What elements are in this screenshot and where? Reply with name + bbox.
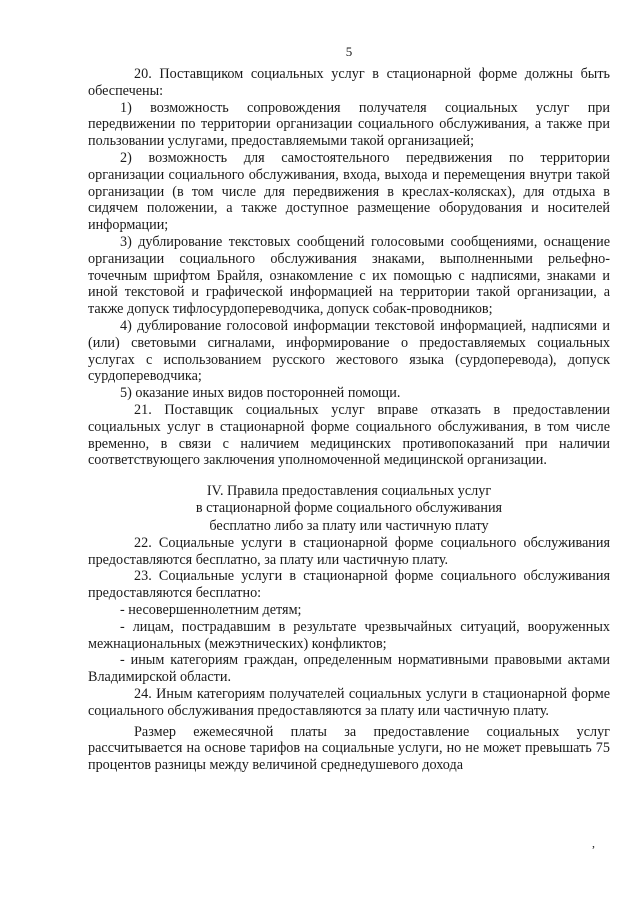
paragraph-22: 22. Социальные услуги в стационарной форме социального обслуживания предоставляются бесплатно, за плату или частичную плату. xyxy=(88,534,610,568)
list-item-20-4: 4) дублирование голосовой информации текстовой информацией, надписями и (или) световыми сигналами, информирование о предоставляемых социальных услугах с использованием русского жестового языка (сурдоперевода), допуск сурдопереводчика; xyxy=(88,317,610,385)
stray-mark: , xyxy=(592,836,595,850)
section-heading-line-1: IV. Правила предоставления социальных услуг xyxy=(206,483,492,500)
list-item-20-2: 2) возможность для самостоятельного передвижения по территории организации социального обслуживания, входа, выхода и перемещения внутри такой организации (в том числе для передвижения в креслах-колясках), для отдыха в сидячем положении, а также доступное размещение оборудования и носителей информации; xyxy=(88,149,610,234)
list-item-20-5: 5) оказание иных видов посторонней помощи. xyxy=(120,385,401,402)
paragraph-payment-size: Размер ежемесячной платы за предоставление социальных услуг рассчитывается на основе тарифов на социальные услуги, но не может превышать 75 процентов разницы между величиной среднедушевого дохода xyxy=(88,723,610,774)
list-item-23-2: - лицам, пострадавшим в результате чрезвычайных ситуаций, вооруженных межнациональных (межэтнических) конфликтов; xyxy=(88,618,610,652)
list-item-23-3: - иным категориям граждан, определенным нормативными правовыми актами Владимирской области. xyxy=(88,652,610,686)
list-item-23-1: - несовершеннолетним детям; xyxy=(120,601,302,618)
section-heading xyxy=(88,483,610,535)
page-number: 5 xyxy=(345,44,353,59)
paragraph-24: 24. Иным категориям получателей социальных услуги в стационарной форме социального обслуживания предоставляются за плату или частичную плату. xyxy=(88,685,610,719)
section-heading-line-3: бесплатно либо за плату или частичную плату xyxy=(209,517,489,534)
paragraph-21: 21. Поставщик социальных услуг вправе отказать в предоставлении социальных услуг в стационарной форме социального обслуживания, в том числе временно, в связи с наличием медицинских противопоказаний при наличии соответствующего заключения уполномоченной медицинской организации. xyxy=(88,401,610,469)
list-item-20-3: 3) дублирование текстовых сообщений голосовыми сообщениями, оснащение организации социального обслуживания знаками, выполненными рельефно-точечным шрифтом Брайля, ознакомление с их помощью с надписями, знаками и иной текстовой и графической информацией на территории такой организации, а также допуск тифлосурдопереводчика, допуск собак-проводников; xyxy=(88,233,610,318)
paragraph-23: 23. Социальные услуги в стационарной форме социального обслуживания предоставляются бесплатно: xyxy=(88,568,610,602)
list-item-20-1: 1) возможность сопровождения получателя социальных услуг при передвижении по территории организации социального обслуживания, а также при пользовании услугами, предоставляемыми такой организацией; xyxy=(88,99,610,150)
section-heading-line-2: в стационарной форме социального обслуживания xyxy=(195,500,503,517)
paragraph-20: 20. Поставщиком социальных услуг в стационарной форме должны быть обеспечены: xyxy=(88,66,610,99)
